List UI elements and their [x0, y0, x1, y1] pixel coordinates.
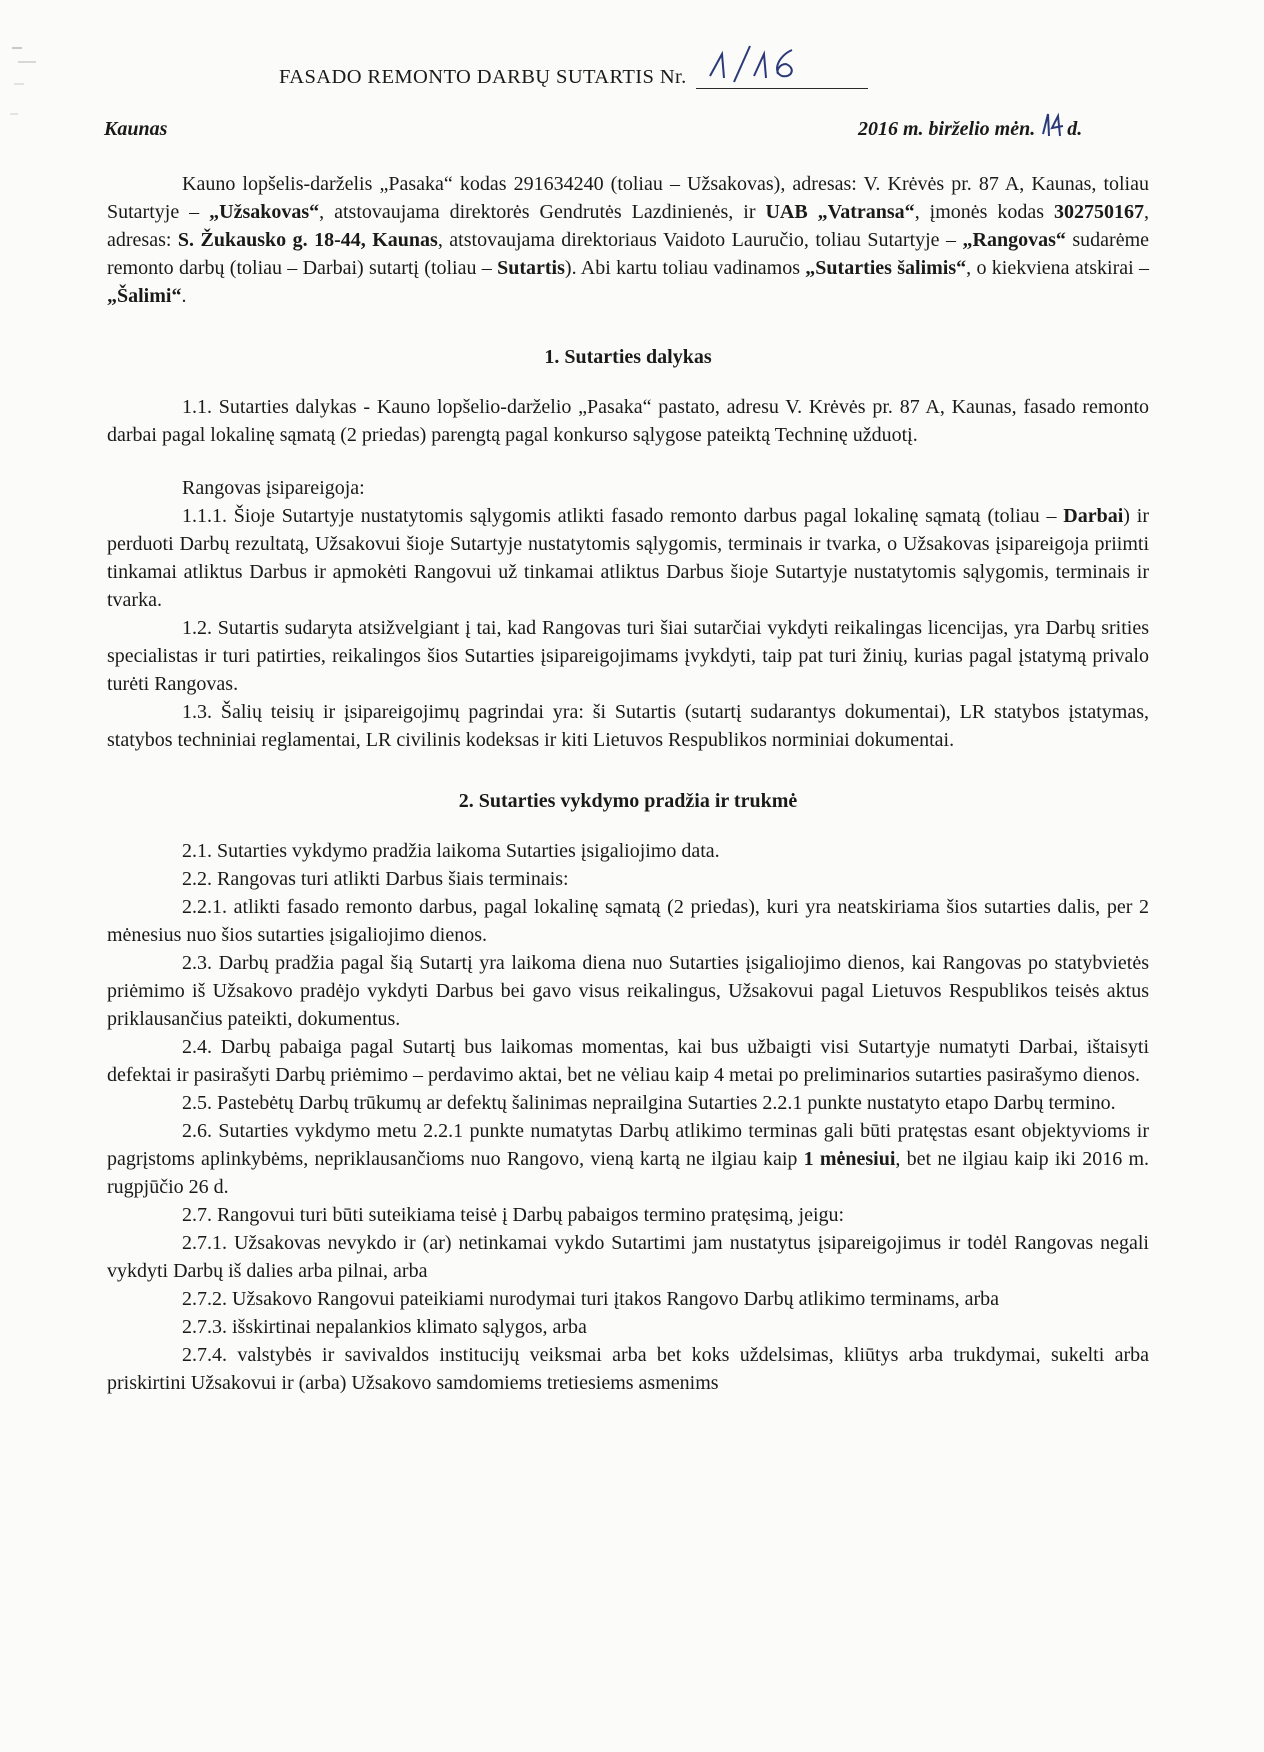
handwritten-contract-number	[696, 60, 868, 89]
intro-contract-term: Sutartis	[497, 257, 565, 279]
intro-customer-term: „Užsakovas“	[209, 201, 320, 223]
intro-text: Kauno lopšelis-darželis „Pasaka“ kodas 291634240 (toliau – Užsakovas), adresas: V. Krėvės pr. 87 A, Kaunas, toliau Sutartyje –	[107, 173, 1149, 223]
section-2-heading: 2. Sutarties vykdymo pradžia ir trukmė	[458, 790, 798, 812]
clause-2-5: 2.5. Pastebėtų Darbų trūkumų ar defektų šalinimas neprailgina Sutarties 2.2.1 punkte nustatyto etapo Darbų termino.	[182, 1092, 1116, 1114]
handwritten-day-mark	[1040, 110, 1064, 140]
section-1-heading: 1. Sutarties dalykas	[544, 346, 712, 368]
intro-parties-term: „Sutarties šalimis“	[805, 257, 967, 279]
clause-1-2: 1.2. Sutartis sudaryta atsižvelgiant į tai, kad Rangovas turi šiai sutarčiai vykdyti reikalingas licencijas, yra Darbų srities specialistas ir turi patirties, reikalingos šios Sutarties įsipareigojimams įvykdyti, taip pat turi žinių, kurias pagal įstatymą privalo turėti Rangovas.	[107, 617, 1149, 695]
clause-2-4: 2.4. Darbų pabaiga pagal Sutartį bus laikomas momentas, kai bus užbaigti visi Sutartyje numatyti Darbai, ištaisyti defektai ir pasirašyti Darbų priėmimo – perdavimo aktai, bet ne vėliau kaip 4 metai po preliminarios sutarties pasirašymo dienos.	[107, 1036, 1149, 1086]
clause-2-7-1: 2.7.1. Užsakovas nevykdo ir (ar) netinkamai vykdo Sutartimi jam nustatytus įsipareigojimus ir todėl Rangovas negali vykdyti Darbų iš dalies arba pilnai, arba	[107, 1232, 1149, 1282]
clause-1-1: 1.1. Sutarties dalykas - Kauno lopšelio-darželio „Pasaka“ pastato, adresu V. Krėvės pr. 87 A, Kaunas, fasado remonto darbai pagal lokalinę sąmatą (2 priedas) parengtą pagal konkurso sąlygose pateiktą Techninę užduotį.	[107, 396, 1149, 446]
clause-2-2: 2.2. Rangovas turi atlikti Darbus šiais terminais:	[182, 868, 569, 890]
clause-1-3: 1.3. Šalių teisių ir įsipareigojimų pagrindai yra: ši Sutartis (sutartį sudarantys dokumentai), LR statybos įstatymas, statybos techniniai reglamentai, LR civilinis kodeksas ir kiti Lietuvos Respublikos norminiai dokumentai.	[107, 701, 1149, 751]
document-title	[279, 60, 868, 89]
intro-contractor-address: S. Žukausko g. 18-44, Kaunas	[177, 229, 438, 251]
contractor-commits-label: Rangovas įsipareigoja:	[182, 477, 365, 499]
clause-text: 1.1.1. Šioje Sutartyje nustatytomis sąlygomis atlikti fasado remonto darbus pagal lokalinę sąmatą (toliau –	[182, 505, 1064, 527]
contract-date	[858, 118, 1082, 141]
intro-company-code: 302750167	[1054, 201, 1145, 223]
clause-2-7: 2.7. Rangovui turi būti suteikiama teisė į Darbų pabaigos termino pratęsimą, jeigu:	[182, 1204, 845, 1226]
intro-text: , adresas:	[107, 201, 1150, 251]
intro-contractor-term: „Rangovas“	[962, 229, 1066, 251]
date-suffix: d.	[1067, 118, 1083, 140]
date-text: 2016 m. birželio mėn.	[858, 118, 1036, 140]
clause-2-6	[107, 1117, 1149, 1201]
clause-term-one-month: 1 mėnesiui	[803, 1148, 896, 1170]
handwritten-day	[1040, 118, 1062, 138]
intro-text: , įmonės kodas	[914, 201, 1055, 223]
intro-contractor-name: UAB „Vatransa“	[765, 201, 915, 223]
clause-2-7-2: 2.7.2. Užsakovo Rangovui pateikiami nurodymai turi įtakos Rangovo Darbų atlikimo terminams, arba	[182, 1288, 1000, 1310]
clause-2-1: 2.1. Sutarties vykdymo pradžia laikoma Sutarties įsigaliojimo data.	[182, 840, 720, 862]
clause-2-7-4: 2.7.4. valstybės ir savivaldos institucijų veiksmai arba bet koks uždelsimas, kliūtys arba trukdymai, sukelti arba priskirtini Užsakovui ir (arba) Užsakovo samdomiems tretiesiems asmenims	[107, 1344, 1149, 1394]
title-text: FASADO REMONTO DARBŲ SUTARTIS Nr.	[279, 66, 687, 88]
clause-term-works: Darbai	[1063, 505, 1124, 527]
intro-text: , o kiekviena atskirai –	[966, 257, 1149, 279]
intro-text: , atstovaujama direktorės Gendrutės Lazdinienės, ir	[319, 201, 766, 223]
intro-text: sudarėme remonto darbų (toliau – Darbai) sutartį (toliau –	[107, 229, 1150, 279]
clause-1-1-1	[107, 502, 1149, 614]
contract-body	[107, 170, 1149, 1397]
clause-text: , bet ne ilgiau kaip iki 2016 m. rugpjūčio 26 d.	[107, 1148, 1150, 1198]
clause-2-2-1: 2.2.1. atlikti fasado remonto darbus, pagal lokalinę sąmatą (2 priedas), kuri yra neatskiriama šios sutarties dalis, per 2 mėnesius nuo šios sutarties įsigaliojimo dienos.	[107, 896, 1149, 946]
intro-text: .	[181, 285, 187, 307]
intro-party-term: „Šalimi“	[107, 285, 182, 307]
scan-marks-decoration	[0, 40, 60, 140]
clause-text: 2.6. Sutarties vykdymo metu 2.2.1 punkte numatytas Darbų atlikimo terminas gali būti pratęstas esant objektyvioms ir pagrįstoms aplinkybėms, nepriklausančioms nuo Rangovo, vieną kartą ne ilgiau kaip	[107, 1120, 1149, 1170]
intro-text: , atstovaujama direktoriaus Vaidoto Lauručio, toliau Sutartyje –	[437, 229, 963, 251]
intro-text: ). Abi kartu toliau vadinamos	[564, 257, 806, 279]
intro-paragraph	[107, 170, 1149, 310]
clause-text: ) ir perduoti Darbų rezultatą, Užsakovui šioje Sutartyje nustatytomis sąlygomis, terminais ir tvarka, o Užsakovas įsipareigoja priimti tinkamai atliktus Darbus ir apmokėti Rangovui už tinkamai atliktus Darbus šioje Sutartyje nustatytomis sąlygomis, terminais ir tvarka.	[107, 505, 1149, 611]
contract-place: Kaunas	[104, 118, 168, 140]
handwritten-number-signature	[706, 42, 846, 90]
clause-2-3: 2.3. Darbų pradžia pagal šią Sutartį yra laikoma diena nuo Sutarties įsigaliojimo dienos, kai Rangovas po statybvietės priėmimo iš Užsakovo pradėjo vykdyti Darbus bei gavo visus reikalingus, Užsakovui pagal Lietuvos Respublikos teisės aktus priklausančius pateikti, dokumentus.	[107, 952, 1149, 1030]
clause-2-7-3: 2.7.3. išskirtinai nepalankios klimato sąlygos, arba	[182, 1316, 587, 1338]
